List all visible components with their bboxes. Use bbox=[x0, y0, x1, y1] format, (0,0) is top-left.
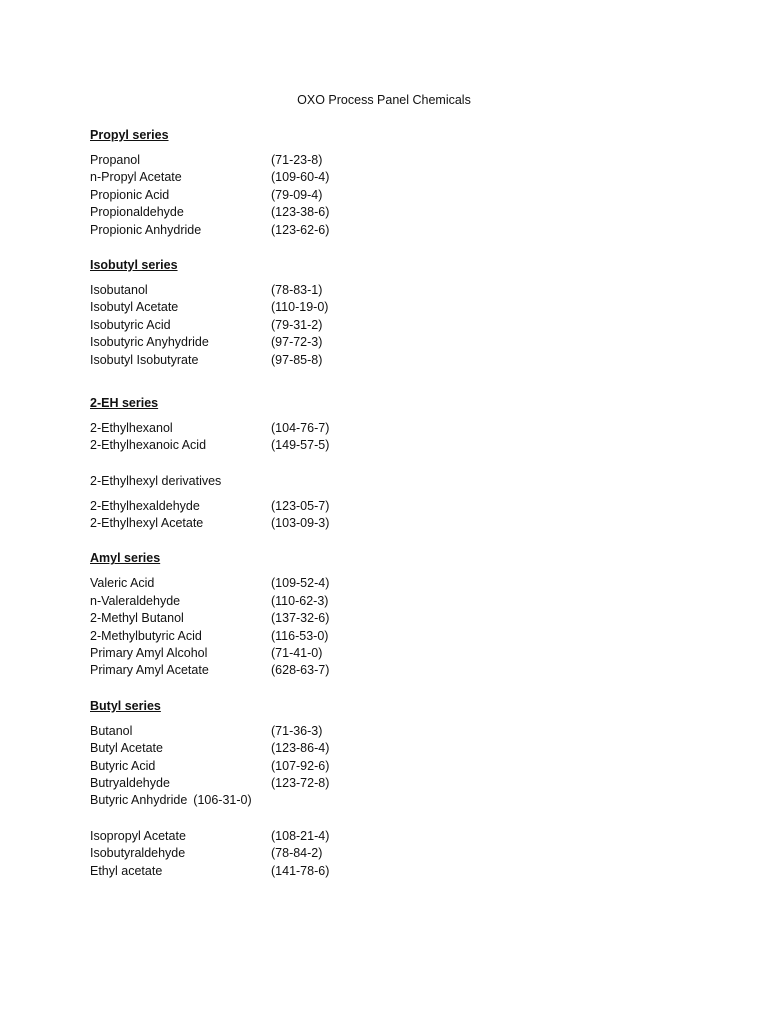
list-item bbox=[90, 645, 650, 662]
cas-number: (149-57-5) bbox=[271, 438, 330, 453]
cas-number: (116-53-0) bbox=[271, 628, 329, 643]
cas-number: (104-76-7) bbox=[271, 420, 330, 435]
cas-number: (628-63-7) bbox=[271, 663, 330, 678]
list-item bbox=[90, 352, 650, 369]
cas-number: (110-62-3) bbox=[271, 593, 329, 608]
chemical-name: Propionaldehyde bbox=[90, 205, 184, 220]
cas-number: (79-09-4) bbox=[271, 187, 323, 202]
chemical-name: 2-Ethylhexyl Acetate bbox=[90, 516, 204, 531]
list-item bbox=[90, 222, 650, 239]
cas-number: (109-60-4) bbox=[271, 170, 330, 185]
chemical-list bbox=[90, 723, 650, 810]
chemical-name: Isobutyl Acetate bbox=[90, 300, 179, 315]
list-item bbox=[90, 498, 650, 515]
chemical-list bbox=[90, 420, 650, 455]
cas-number: (141-78-6) bbox=[271, 863, 330, 878]
cas-number: (108-21-4) bbox=[271, 828, 330, 843]
list-item bbox=[90, 204, 650, 221]
cas-number: (109-52-4) bbox=[271, 576, 330, 591]
section-heading: Propyl series bbox=[90, 128, 169, 142]
spacer bbox=[90, 369, 650, 395]
section-heading: Butyl series bbox=[90, 698, 161, 713]
chemical-name: Isopropyl Acetate bbox=[90, 828, 186, 843]
chemical-name: Isobutanol bbox=[90, 282, 148, 297]
cas-number: (71-41-0) bbox=[271, 646, 323, 661]
chemical-list bbox=[90, 498, 650, 533]
chemical-name: 2-Ethylhexanol bbox=[90, 420, 173, 435]
cas-number: (107-92-6) bbox=[271, 758, 330, 773]
chemical-list bbox=[90, 152, 650, 239]
cas-number: (78-84-2) bbox=[271, 846, 323, 861]
section-isobutyl bbox=[90, 257, 650, 369]
spacer bbox=[90, 810, 650, 828]
cas-number: (123-86-4) bbox=[271, 741, 330, 756]
list-item bbox=[90, 437, 650, 454]
cas-number: (123-38-6) bbox=[271, 205, 330, 220]
list-item bbox=[90, 845, 650, 862]
list-item bbox=[90, 723, 650, 740]
cas-number: (106-31-0) bbox=[193, 793, 252, 808]
list-item bbox=[90, 758, 650, 775]
chemical-name: Propionic Anhydride bbox=[90, 222, 202, 237]
cas-number: (123-62-6) bbox=[271, 222, 330, 237]
chemical-name: Valeric Acid bbox=[90, 576, 155, 591]
chemical-name: Isobutyric Anyhydride bbox=[90, 335, 209, 350]
section-other bbox=[90, 828, 650, 880]
cas-number: (137-32-6) bbox=[271, 611, 330, 626]
section-2eh bbox=[90, 395, 650, 455]
list-item bbox=[90, 420, 650, 437]
list-item bbox=[90, 628, 650, 645]
chemical-name: n-Valeraldehyde bbox=[90, 593, 181, 608]
chemical-list bbox=[90, 575, 650, 679]
chemical-name: Propanol bbox=[90, 153, 141, 167]
cas-number: (123-05-7) bbox=[271, 498, 330, 513]
chemical-name: Primary Amyl Alcohol bbox=[90, 646, 208, 661]
list-item bbox=[90, 317, 650, 334]
list-item bbox=[90, 169, 650, 186]
chemical-name: Isobutyraldehyde bbox=[90, 846, 186, 861]
chemical-name: Isobutyric Acid bbox=[90, 317, 171, 332]
chemical-name: Ethyl acetate bbox=[90, 863, 163, 878]
list-item bbox=[90, 593, 650, 610]
list-item bbox=[90, 152, 650, 169]
spacer bbox=[90, 239, 650, 257]
spacer bbox=[90, 455, 650, 473]
cas-number: (123-72-8) bbox=[271, 775, 330, 790]
list-item bbox=[90, 187, 650, 204]
chemical-name: 2-Ethylhexaldehyde bbox=[90, 498, 200, 513]
section-2eh-derivatives bbox=[90, 473, 650, 533]
chemical-name: Isobutyl Isobutyrate bbox=[90, 352, 199, 367]
chemical-name: Butanol bbox=[90, 723, 133, 738]
list-item bbox=[90, 282, 650, 299]
cas-number: (78-83-1) bbox=[271, 282, 323, 297]
chemical-name: n-Propyl Acetate bbox=[90, 170, 182, 185]
list-item bbox=[90, 792, 650, 809]
spacer bbox=[90, 680, 650, 698]
chemical-name: 2-Methyl Butanol bbox=[90, 611, 184, 626]
document-title: OXO Process Panel Chemicals bbox=[297, 93, 471, 107]
chemical-name: Butyric Acid bbox=[90, 758, 156, 773]
section-heading: 2-EH series bbox=[90, 395, 159, 410]
chemical-name: Primary Amyl Acetate bbox=[90, 663, 209, 678]
list-item bbox=[90, 828, 650, 845]
list-item bbox=[90, 575, 650, 592]
cas-number: (103-09-3) bbox=[271, 516, 330, 531]
cas-number: (110-19-0) bbox=[271, 300, 329, 315]
list-item bbox=[90, 775, 650, 792]
list-item bbox=[90, 863, 650, 880]
chemical-name: Butyl Acetate bbox=[90, 741, 163, 756]
chemical-list bbox=[90, 282, 650, 369]
list-item bbox=[90, 299, 650, 316]
section-propyl bbox=[90, 127, 650, 239]
cas-number: (71-36-3) bbox=[271, 723, 323, 738]
list-item bbox=[90, 662, 650, 679]
chemical-name: Butyric Anhydride bbox=[90, 793, 188, 808]
section-heading: Isobutyl series bbox=[90, 257, 178, 272]
section-subheading: 2-Ethylhexyl derivatives bbox=[90, 473, 222, 488]
section-butyl bbox=[90, 698, 650, 810]
chemical-name: 2-Methylbutyric Acid bbox=[90, 628, 202, 643]
chemical-name: Butryaldehyde bbox=[90, 775, 170, 790]
chemical-name: Propionic Acid bbox=[90, 187, 170, 202]
list-item bbox=[90, 515, 650, 532]
section-amyl bbox=[90, 550, 650, 679]
list-item bbox=[90, 334, 650, 351]
document-body bbox=[90, 127, 650, 880]
section-heading: Amyl series bbox=[90, 551, 161, 566]
cas-number: (97-72-3) bbox=[271, 335, 323, 350]
cas-number: (79-31-2) bbox=[271, 317, 323, 332]
cas-number: (97-85-8) bbox=[271, 352, 323, 367]
list-item bbox=[90, 740, 650, 757]
list-item bbox=[90, 610, 650, 627]
chemical-name: 2-Ethylhexanoic Acid bbox=[90, 438, 207, 453]
spacer bbox=[90, 532, 650, 550]
cas-number: (71-23-8) bbox=[271, 153, 323, 167]
